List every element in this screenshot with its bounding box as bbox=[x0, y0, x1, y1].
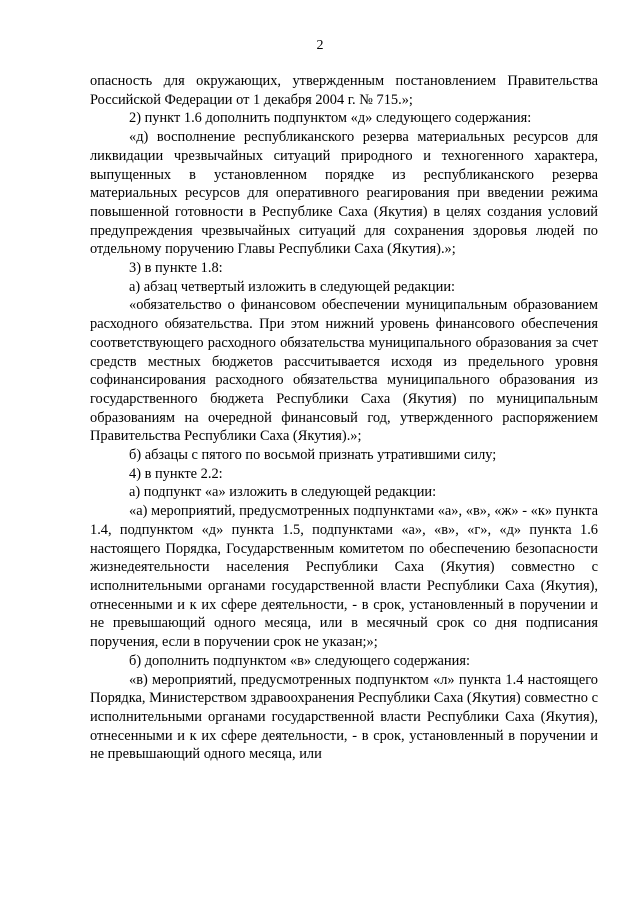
page-number: 2 bbox=[316, 38, 324, 53]
document-body bbox=[90, 72, 598, 764]
paragraph: б) абзацы с пятого по восьмой признать утратившими силу; bbox=[129, 447, 497, 464]
paragraph: «в) мероприятий, предусмотренных подпунктом «л» пункта 1.4 настоящего Порядка, Министерством здравоохранения Республики Саха (Якутия) совместно с исполнительными органами государственной власти Республики Саха (Якутия), отнесенными и к их сфере деятельности, - в срок, установленный в поручении и не превышающий одного месяца, или bbox=[90, 671, 598, 763]
paragraph: опасность для окружающих, утвержденным постановлением Правительства Российской Федерации от 1 декабря 2004 г. № 715.»; bbox=[90, 73, 598, 108]
paragraph: «д) восполнение республиканского резерва материальных ресурсов для ликвидации чрезвычайных ситуаций природного и техногенного характера, выпущенных в установленном порядке из республиканского резерва материальных ресурсов для оперативного реагирования при введении режима повышенной готовности в Республике Саха (Якутия) в целях создания условий предупреждения чрезвычайных ситуаций для сохранения здоровья людей по отдельному поручению Главы Республики Саха (Якутия).»; bbox=[90, 129, 598, 258]
paragraph: б) дополнить подпунктом «в» следующего содержания: bbox=[129, 652, 470, 669]
paragraph: 2) пункт 1.6 дополнить подпунктом «д» следующего содержания: bbox=[129, 110, 532, 127]
paragraph: 3) в пункте 1.8: bbox=[129, 260, 223, 277]
paragraph: «обязательство о финансовом обеспечении муниципальным образованием расходного обязательства. При этом нижний уровень финансового обеспечения соответствующего расходного обязательства муниципального образования за счет средств местных бюджетов рассчитывается исходя из предельного уровня софинансирования расходного обязательства муниципального образования из государственного бюджета Республики Саха (Якутия) по муниципальным образованиям на очередной финансовый год, утвержденного распоряжением Правительства Республики Саха (Якутия).»; bbox=[90, 297, 598, 445]
paragraph: а) абзац четвертый изложить в следующей редакции: bbox=[129, 278, 456, 295]
paragraph: а) подпункт «а» изложить в следующей редакции: bbox=[129, 484, 437, 501]
paragraph: 4) в пункте 2.2: bbox=[129, 465, 223, 482]
paragraph: «а) мероприятий, предусмотренных подпунктами «а», «в», «ж» - «к» пункта 1.4, подпунктом «д» пункта 1.5, подпунктами «а», «в», «г», «д» пункта 1.6 настоящего Порядка, Государственным комитетом по обеспечению безопасности жизнедеятельности населения Республики Саха (Якутия) совместно с исполнительными органами государственной власти Республики Саха (Якутия), отнесенными и к их сфере деятельности, - в срок, установленный в поручении и не превышающий одного месяца, или в месячный срок со дня подписания поручения, если в поручении срок не указан;»; bbox=[90, 503, 598, 651]
